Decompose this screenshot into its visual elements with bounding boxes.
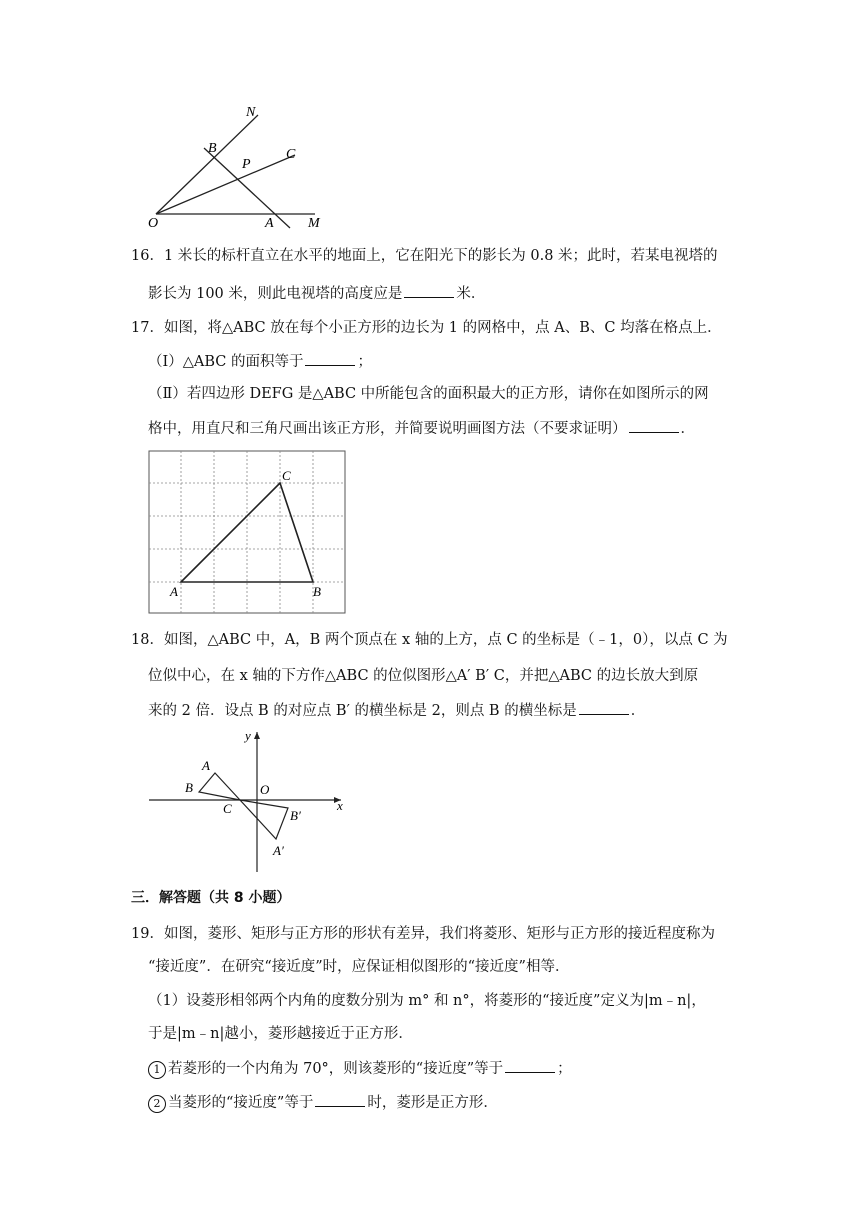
label-C: C [223, 801, 232, 816]
grid-label-B: B [313, 584, 321, 599]
label-C: C [286, 147, 296, 162]
label-A: A [202, 758, 210, 773]
q17-part1 [148, 351, 372, 372]
q19-item1 [148, 1058, 572, 1079]
label-origin: O [260, 782, 270, 797]
q16-unit: 米． [456, 286, 486, 302]
q19-line2: “接近度”．在研究“接近度”时，应保证相似图形的“接近度”相等． [148, 959, 570, 975]
label-B: B [185, 780, 193, 795]
q17-part1-end: ； [357, 354, 372, 370]
label-A: A [265, 216, 274, 231]
q19-item1-end: ； [557, 1061, 572, 1077]
q17-part2-line2 [148, 418, 695, 439]
q18-answer-blank[interactable] [579, 700, 629, 715]
q16-text: 影长为 100 米，则此电视塔的高度应是 [148, 286, 403, 302]
q17-part1-text: （Ⅰ）△ABC 的面积等于 [148, 354, 304, 370]
q19-item2-text: 当菱形的“接近度”等于 [168, 1095, 314, 1111]
q17-part2-end: ． [680, 421, 695, 437]
q17-part1-blank[interactable] [305, 351, 355, 366]
q19-item1-text: 若菱形的一个内角为 70°，则该菱形的“接近度”等于 [168, 1061, 504, 1077]
label-Aprime: A′ [273, 843, 284, 858]
label-Bprime: B′ [290, 808, 301, 823]
figure-coordinate-similar [145, 726, 355, 874]
grid-label-A: A [170, 584, 178, 599]
q18-line1: 18．如图，△ABC 中，A，B 两个顶点在 x 轴的上方，点 C 的坐标是（﹣1，0），以点 C 为 [131, 632, 728, 648]
q19-line1: 19．如图，菱形、矩形与正方形的形状有差异，我们将菱形、矩形与正方形的接近程度称为 [131, 926, 715, 942]
axis-label-y: y [245, 728, 251, 743]
circled-number-1: 1 [148, 1061, 166, 1079]
q19-item2-end: 时，菱形是正方形． [367, 1095, 498, 1111]
q17-part2-text: 格中，用直尺和三角尺画出该正方形，并简要说明画图方法（不要求证明） [148, 421, 627, 437]
label-P: P [242, 157, 251, 172]
q16-line1: 16．1 米长的标杆直立在水平的地面上，它在阳光下的影长为 0.8 米；此时，若某电视塔的 [131, 248, 718, 264]
circled-number-2: 2 [148, 1095, 166, 1113]
figure-angle-diagram [140, 100, 340, 235]
q16-line2 [148, 283, 485, 304]
grid-label-C: C [282, 468, 291, 483]
q18-line2: 位似中心，在 x 轴的下方作△ABC 的位似图形△A′ B′ C，并把△ABC 的边长放大到原 [148, 668, 699, 684]
q17-line1: 17．如图，将△ABC 放在每个小正方形的边长为 1 的网格中，点 A、B、C 均落在格点上． [131, 320, 722, 336]
q18-line3 [148, 700, 645, 721]
q16-answer-blank[interactable] [404, 283, 454, 298]
q19-item2 [148, 1092, 498, 1113]
q17-part2-blank[interactable] [629, 418, 679, 433]
q18-end: ． [630, 703, 646, 719]
q19-line3: （1）设菱形相邻两个内角的度数分别为 m° 和 n°，将菱形的“接近度”定义为|m﹣n|， [148, 993, 706, 1009]
figure-grid-triangle [148, 450, 346, 614]
section-title: 三．解答题（共 8 小题） [131, 890, 291, 906]
q17-part2-line1: （Ⅱ）若四边形 DEFG 是△ABC 中所能包含的面积最大的正方形，请你在如图所示的网 [148, 386, 709, 402]
q19-item1-blank[interactable] [505, 1058, 555, 1073]
axis-label-x: x [337, 798, 343, 813]
q18-text: 来的 2 倍．设点 B 的对应点 B′ 的横坐标是 2，则点 B 的横坐标是 [148, 703, 577, 719]
label-M: M [308, 216, 320, 231]
label-B: B [208, 141, 217, 156]
q19-line4: 于是|m﹣n|越小，菱形越接近于正方形． [148, 1026, 413, 1042]
label-O: O [148, 216, 159, 231]
label-N: N [246, 105, 256, 120]
q19-item2-blank[interactable] [315, 1092, 365, 1107]
